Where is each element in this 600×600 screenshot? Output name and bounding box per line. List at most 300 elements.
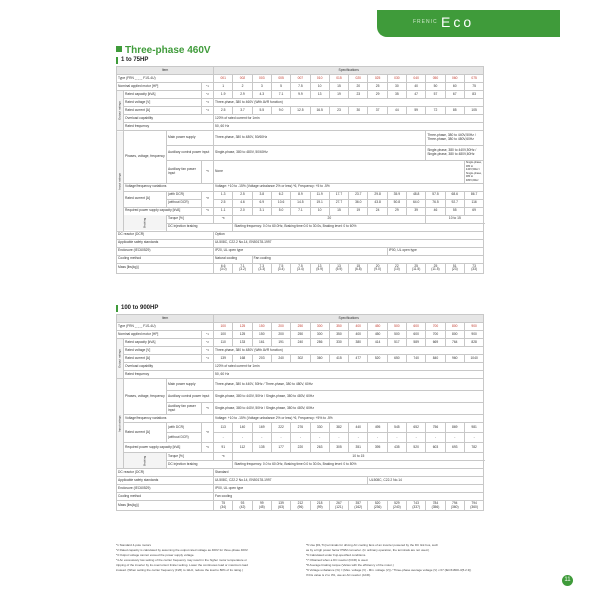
curr-cell: 477	[349, 355, 368, 363]
mass-kg: (42)	[239, 504, 246, 509]
mass-cell	[445, 263, 464, 273]
curr-cell: 37	[368, 107, 387, 115]
mass-cell	[291, 263, 310, 273]
mass-kg: (11.5)	[431, 267, 440, 272]
cap-cell: 1.9	[214, 91, 233, 99]
safety-row: Applicable safety standards UL508C, C22.2 No.14, EN50178-1997 UL508C, C22.2 No.14	[117, 477, 484, 485]
curr-cell: 3.7	[233, 107, 252, 115]
main-supply-row: Input ratings Phases, voltage, frequency Main power supply Three-phase, 380 to 480V, 50/60Hz Three-phase, 380 to 440V,50Hz / Three-phase, 380 to 480V,60Hz	[117, 131, 484, 146]
cap-cell: 191	[271, 339, 290, 347]
output-ratings-group: Output ratings	[117, 91, 124, 131]
curr-cell: 168	[233, 355, 252, 363]
footnote: tripping of the inverter by its overcurrent limiter setting. Lower the continuous load or maximum load	[116, 563, 248, 567]
cap-cell: 669	[426, 339, 445, 347]
curr-row: Rated current [A] *4 139 168 203 240 302 360 415 477 520 650 740 840 960 1040	[117, 355, 484, 363]
torque-row: Braking Torque [%] *8 20 10 to 15	[117, 215, 484, 223]
mass-cell	[310, 501, 329, 511]
rps-cell: 263	[310, 443, 329, 453]
curr-cell: 59	[407, 107, 426, 115]
motor-cell: 250	[291, 331, 310, 339]
mass-lbs: 520	[374, 501, 381, 506]
motor-row: Nominal applied motor [HP] *1 100 125 150 200 250 300 350 400 450 500 600 700 800 900	[117, 331, 484, 339]
braking-group: Braking	[124, 215, 167, 231]
aux-ctrl-row: Auxiliary control power input Single-phase, 380 to 440V, 50Hz / Single-phase, 380 to 480V, 60Hz	[117, 391, 484, 403]
type-label: Type (FRN _ _ _ F1S-4U)	[117, 323, 214, 331]
models-cell: 150	[252, 323, 271, 331]
rps-cell: 135	[252, 443, 271, 453]
motor-cell: 800	[445, 331, 464, 339]
rps-cell: 29	[387, 207, 406, 215]
rps-cell: 351	[349, 443, 368, 453]
freq-row: Rated frequency 50, 60 Hz	[117, 123, 484, 131]
nodcr-cell: 50.8	[387, 199, 406, 207]
mass-lbs: 51	[452, 263, 457, 268]
mass-kg: (236)	[373, 504, 382, 509]
footnote: *7 Obtained when a DC reactor (DCR) is used.	[306, 558, 369, 562]
rps-cell: 91	[214, 443, 233, 453]
rps-cell: 10	[310, 207, 329, 215]
dcr-cell: 382	[329, 423, 348, 433]
curr-cell: 30	[349, 107, 368, 115]
type-label: Type (FRN _ _ _ F1S-4U)	[117, 75, 214, 83]
rps-cell: 15	[329, 207, 348, 215]
nodcr-cell: 10.6	[271, 199, 290, 207]
mass-lbs: 75	[221, 501, 226, 506]
dcr-cell: 545	[387, 423, 406, 433]
cool-row: Cooling method Fan cooling	[117, 493, 484, 501]
mass-kg: (23)	[451, 267, 458, 272]
motor-cell: 100	[214, 331, 233, 339]
main-supply-row: Input ratings Phases, voltage, frequency Main power supply Three-phase, 380 to 440V, 50Hz / Three-phase, 380 to 480V, 60Hz	[117, 379, 484, 391]
curr-cell: 12.5	[291, 107, 310, 115]
mass-kg: (45)	[258, 504, 265, 509]
models-cell: 001	[214, 75, 233, 83]
mass-kg: (3.4)	[296, 267, 304, 272]
rps-cell: 24	[368, 207, 387, 215]
models-cell: 030	[387, 75, 406, 83]
models-cell: 600	[407, 323, 426, 331]
rps-cell: 3.1	[252, 207, 271, 215]
mass-lbs: 218	[316, 501, 323, 506]
cap-cell: 380	[349, 339, 368, 347]
mass-kg: (3.2)	[239, 267, 246, 272]
rps-cell: 69	[464, 207, 483, 215]
col-specs: Specifications	[214, 67, 484, 75]
motor-cell: 20	[349, 83, 368, 91]
footnote: *9 Voltage unbalance (%) = (Max. voltage (V) - Min. voltage (V)) / Three-phase average voltage (V) x 67 (IEC61800-3(5.2.3))	[306, 568, 472, 572]
mass-cell	[214, 263, 233, 273]
motor-cell: 300	[310, 331, 329, 339]
mass-lbs: 20	[375, 263, 380, 268]
mass-cell	[349, 263, 368, 273]
cap-cell: 330	[329, 339, 348, 347]
dcr-cell: 23.7	[349, 191, 368, 199]
dcr-cell: 981	[464, 423, 483, 433]
curr-cell: 415	[329, 355, 348, 363]
curr-cell: 520	[368, 355, 387, 363]
dcr-opt-row: DC reactor (DCR) Option	[117, 231, 484, 239]
mass-kg: (3.4)	[277, 267, 285, 272]
nodcr-cell: 36.0	[349, 199, 368, 207]
vf-var-row: Voltage/frequency variations Voltage: +10 to -15% (Voltage unbalance 2% or less) *6, Frequency: +5% to -5%	[117, 415, 484, 423]
mass-lbs: 267	[336, 501, 342, 506]
nodcr-cell: 92.7	[445, 199, 464, 207]
rps-row: Required power supply capacity [kVA] *9 91 112 135 177 220 263 305 351 395 435 520 603 693 782	[117, 443, 484, 453]
mass-cell	[368, 263, 387, 273]
rps-cell: 305	[329, 443, 348, 453]
mass-kg: (5.9)	[316, 267, 324, 272]
curr-cell: 72	[426, 107, 445, 115]
curr-cell: 23	[329, 107, 348, 115]
aux-fan-row: Auxiliary fan power input *5 Single-phase, 380 to 440V, 50Hz / Single-phase, 380 to 480V, 60Hz	[117, 403, 484, 415]
nodcr-cell: -	[464, 433, 483, 443]
mass-kg: (360)	[450, 504, 459, 509]
curr-cell: 44	[387, 107, 406, 115]
volt-row: Rated voltage [V] *3 Three-phase, 380 to 480V (With AVR function)	[117, 347, 484, 355]
rps-cell: 7.1	[291, 207, 310, 215]
rps-row: Required power supply capacity [kVA] *9 1.1 2.0 3.1 5.0 7.1 10 15 19 24 29 39 46 55 69	[117, 207, 484, 215]
models-cell: 003	[252, 75, 271, 83]
rps-cell: 46	[426, 207, 445, 215]
dcr-cell: 57.5	[426, 191, 445, 199]
dcr-cell: 222	[271, 423, 290, 433]
curr-cell: 139	[214, 355, 233, 363]
curr-cell: 5.5	[252, 107, 271, 115]
motor-cell: 75	[464, 83, 483, 91]
overload-row: Overload capability 120% of rated current for 1min	[117, 115, 484, 123]
mass-kg: (3.3)	[258, 267, 266, 272]
footnote: *4 An excessively low setting of the carrier frequency may result in the higher motor temperature or	[116, 558, 248, 562]
motor-cell: 200	[271, 331, 290, 339]
cap-cell: 35	[387, 91, 406, 99]
type-row	[117, 75, 484, 83]
mass-cell	[407, 263, 426, 273]
cap-cell: 9.9	[291, 91, 310, 99]
table1-subtitle: 1 to 75HP	[116, 57, 148, 64]
cap-cell: 67	[445, 91, 464, 99]
nodcr-row: (without DCR) 2.5 4.6 6.9 10.6 14.5 19.1 27.7 36.0 43.8 50.8 64.0 76.5 92.7 116	[117, 199, 484, 207]
motor-cell: 350	[329, 331, 348, 339]
rps-cell: 435	[387, 443, 406, 453]
col-item: Item	[117, 315, 214, 323]
mass-lbs: 7.1	[240, 263, 245, 268]
mass-lbs: 743	[413, 501, 419, 506]
mass-cell	[214, 501, 233, 511]
rps-cell: 55	[445, 207, 464, 215]
nodcr-cell: -	[310, 433, 329, 443]
cap-cell: 828	[464, 339, 483, 347]
curr-cell: 2.5	[214, 107, 233, 115]
nodcr-cell: -	[233, 433, 252, 443]
models-cell: 060	[445, 75, 464, 83]
footnote: as by a high power factor PWM converter. (In ordinary operation, the terminals are not used.)	[306, 548, 430, 552]
dcr-cell: 169	[252, 423, 271, 433]
mass-kg: (6.8)	[354, 267, 362, 272]
rps-cell: 39	[407, 207, 426, 215]
rps-cell: 782	[464, 443, 483, 453]
cap-cell: 517	[387, 339, 406, 347]
cap-cell: 240	[291, 339, 310, 347]
cap-cell: 110	[214, 339, 233, 347]
motor-cell: 7.5	[291, 83, 310, 91]
mass-lbs: 99	[259, 501, 264, 506]
nodcr-cell: -	[291, 433, 310, 443]
models-cell: 800	[445, 323, 464, 331]
dcr-opt-row: DC reactor (DCR) Standard	[117, 469, 484, 477]
rps-cell: 220	[291, 443, 310, 453]
cap-cell: 589	[407, 339, 426, 347]
footnote: *6 Calculated under Fuji-specified conditions.	[306, 553, 367, 557]
dcr-cell: 8.9	[291, 191, 310, 199]
dcr-cell: 2.5	[233, 191, 252, 199]
mass-kg: (337)	[412, 504, 421, 509]
motor-cell: 125	[233, 331, 252, 339]
nodcr-cell: 116	[464, 199, 483, 207]
dcr-row: Rated current [A] (with DCR) *8 113 140 169 222 276 330 382 440 495 545 652 756 869 981	[117, 423, 484, 433]
brand-logo: Eco	[441, 14, 475, 30]
models-cell: 002	[233, 75, 252, 83]
models-cell: 015	[329, 75, 348, 83]
header-band	[377, 10, 560, 37]
dcr-cell: 276	[291, 423, 310, 433]
mass-cell	[271, 263, 290, 273]
safety-row: Applicable safety standards UL508C, C22.2 No.14, EN50178-1997	[117, 239, 484, 247]
input-ratings-group: Input ratings	[117, 379, 124, 469]
mass-kg: (360)	[470, 504, 478, 509]
nodcr-cell: 6.9	[252, 199, 271, 207]
volt-row: Rated voltage [V] *3 Three-phase, 380 to 460V (With AVR function)	[117, 99, 484, 107]
models-cell: 050	[426, 75, 445, 83]
dcr-cell: 3.8	[252, 191, 271, 199]
mass-cell	[368, 501, 387, 511]
dcinj-row: DC injection braking Starting frequency: 0.0 to 60.0Hz, Braking time:0.0 to 30.0s, Braking level: 0 to 80%	[117, 461, 484, 469]
freq-row: Rated frequency 50, 60 Hz	[117, 371, 484, 379]
cool-row: Cooling method Natural cooling Fan cooling	[117, 255, 484, 263]
models-cell: 250	[291, 323, 310, 331]
nodcr-cell: -	[214, 433, 233, 443]
mass-lbs: 6.6	[220, 263, 226, 268]
mass-cell	[329, 501, 348, 511]
footnotes-left	[116, 543, 296, 573]
mass-row: Mass [lbs(kg)] 75 (34) 93 (42) 99 (45) 139 (63) 212 (96) 218 (99) 267 (121) 357 (162) 520 (236) 529 (240) 743 (337) 784 (356) 794 (360) 794 (360)	[117, 501, 484, 511]
rps-cell: 395	[368, 443, 387, 453]
rps-cell: 112	[233, 443, 252, 453]
rps-cell: 1.1	[214, 207, 233, 215]
motor-cell: 600	[407, 331, 426, 339]
cap-cell: 764	[445, 339, 464, 347]
nodcr-cell: -	[271, 433, 290, 443]
mass-kg: (9.0)	[374, 267, 381, 272]
models-cell: 300	[310, 323, 329, 331]
mass-lbs: 784	[432, 501, 439, 506]
mass-lbs: 93	[240, 501, 245, 506]
nodcr-cell: 76.5	[426, 199, 445, 207]
mass-lbs: 73	[472, 263, 476, 268]
models-cell: 350	[329, 323, 348, 331]
nodcr-cell: 27.7	[329, 199, 348, 207]
models-cell: 900	[464, 323, 483, 331]
footnote: If this value is 2 to 3%, use an AC reactor (ACR).	[306, 573, 371, 577]
motor-cell: 40	[407, 83, 426, 91]
motor-cell: 400	[349, 331, 368, 339]
mass-lbs: 25	[414, 263, 418, 268]
mass-cell	[445, 501, 464, 511]
mass-lbs: 15	[356, 263, 361, 268]
cap-cell: 13	[310, 91, 329, 99]
mass-kg: (34)	[220, 504, 227, 509]
mass-cell	[233, 501, 252, 511]
motor-cell: 1	[214, 83, 233, 91]
col-item: Item	[117, 67, 214, 75]
models-cell: 075	[464, 75, 483, 83]
footnote: *1 Standard 4-pole motors	[116, 543, 152, 547]
nodcr-cell: -	[426, 433, 445, 443]
curr-cell: 16.5	[310, 107, 329, 115]
motor-cell: 60	[445, 83, 464, 91]
mass-cell	[233, 263, 252, 273]
models-cell: 010	[310, 75, 329, 83]
nodcr-cell: -	[252, 433, 271, 443]
mass-cell	[464, 501, 483, 511]
nodcr-cell: 2.5	[214, 199, 233, 207]
motor-cell: 450	[368, 331, 387, 339]
models-cell: 500	[387, 323, 406, 331]
dcr-cell: 440	[349, 423, 368, 433]
nodcr-row: (without DCR) - - - - - - - - - - - - - -	[117, 433, 484, 443]
rps-cell: 693	[445, 443, 464, 453]
mass-lbs: 794	[452, 501, 458, 506]
curr-cell: 360	[310, 355, 329, 363]
mass-cell	[387, 501, 406, 511]
motor-cell: 15	[329, 83, 348, 91]
mass-cell	[387, 263, 406, 273]
models-cell: 007	[291, 75, 310, 83]
dcr-cell: 68.6	[445, 191, 464, 199]
dcr-cell: 113	[214, 423, 233, 433]
rps-cell: 177	[271, 443, 290, 453]
mass-lbs: 794	[471, 501, 477, 506]
encl-row: Enclosure (IEC60529) IP20, UL open type IP00, UL open type	[117, 247, 484, 255]
nodcr-cell: -	[349, 433, 368, 443]
curr-cell: 240	[271, 355, 290, 363]
motor-cell: 3	[252, 83, 271, 91]
footnote: *8 Average braking torque (Varies with the efficiency of the motor.)	[306, 563, 394, 567]
cap-row: Output ratings Rated capacity [kVA] *2 110 133 161 191 240 286 330 380 414 517 589 669 764 828	[117, 339, 484, 347]
motor-cell: 2	[233, 83, 252, 91]
mass-cell	[291, 501, 310, 511]
models-cell: 020	[349, 75, 368, 83]
mass-kg: (33)	[471, 267, 478, 272]
type-row	[117, 323, 484, 331]
nodcr-cell: 14.5	[291, 199, 310, 207]
motor-cell: 50	[426, 83, 445, 91]
cap-cell: 7.1	[271, 91, 290, 99]
mass-lbs: 357	[355, 501, 362, 506]
models-cell: 040	[407, 75, 426, 83]
footnote: *5 Use [R1,T1] terminals for driving AC cooling fans of an inverter powered by the DC link bus, such	[306, 543, 439, 547]
mass-kg: (63)	[278, 504, 285, 509]
models-cell: 700	[426, 323, 445, 331]
models-cell: 025	[368, 75, 387, 83]
mass-lbs: 7.3	[259, 263, 265, 268]
spec-table-100-to-900hp	[116, 314, 484, 511]
motor-cell: 25	[368, 83, 387, 91]
motor-cell: 30	[387, 83, 406, 91]
output-ratings-group: Output ratings	[117, 339, 124, 379]
cap-cell: 83	[464, 91, 483, 99]
mass-lbs: 212	[297, 501, 304, 506]
page-number: 11	[562, 575, 573, 586]
mass-cell	[252, 263, 271, 273]
mass-kg: (240)	[393, 504, 401, 509]
dcr-cell: 330	[310, 423, 329, 433]
section-title: Three-phase 460V	[116, 45, 211, 56]
curr-cell: 302	[291, 355, 310, 363]
nodcr-cell: 43.8	[368, 199, 387, 207]
footnotes-right	[306, 543, 483, 578]
models-cell: 100	[214, 323, 233, 331]
torque-row: Braking Torque [%] *8 10 to 15	[117, 453, 484, 461]
cap-cell: 414	[368, 339, 387, 347]
mass-cell	[464, 263, 483, 273]
cap-cell: 23	[349, 91, 368, 99]
cap-row: Output ratings Rated capacity [kVA] *2 1.9 2.9 4.3 7.1 9.9 13 19 23 29 35 47 57 67 83	[117, 91, 484, 99]
motor-cell: 150	[252, 331, 271, 339]
square-bullet-icon	[116, 46, 122, 52]
cap-cell: 286	[310, 339, 329, 347]
dcr-cell: 869	[445, 423, 464, 433]
mass-kg: (99)	[316, 504, 323, 509]
rps-cell: 520	[407, 443, 426, 453]
mass-kg: (162)	[354, 504, 363, 509]
brand-small: FRENIC	[413, 19, 438, 25]
mass-kg: (356)	[431, 504, 440, 509]
dcr-cell: 495	[368, 423, 387, 433]
encl-row: Enclosure (IEC60529) IP00, UL open type	[117, 485, 484, 493]
mass-cell	[252, 501, 271, 511]
input-ratings-group: Input ratings	[117, 131, 124, 232]
models-cell: 400	[349, 323, 368, 331]
mass-cell	[349, 501, 368, 511]
dcr-cell: 140	[233, 423, 252, 433]
col-specs: Specifications	[214, 315, 484, 323]
motor-row: Nominal applied motor [HP] *1 1 2 3 5 7.5 10 15 20 25 30 40 50 60 75	[117, 83, 484, 91]
braking-group: Braking	[124, 453, 167, 469]
curr-cell: 960	[445, 355, 464, 363]
vf-var-row: Voltage/frequency variations Voltage: +10 to -15% (Voltage unbalance 2% or less) *6, Frequency: +5 to -5%	[117, 183, 484, 191]
mass-kg: (121)	[335, 504, 343, 509]
footnote: instead. (When setting the carrier frequency (F26) to 1kHz, reduce the load to 80% of its rating.)	[116, 568, 244, 572]
models-cell: 005	[271, 75, 290, 83]
aux-ctrl-row: Auxiliary control power input Single-phase, 380 to 480V, 50/60Hz Single-phase, 380 to 440V,50Hz / Single-phase, 380 to 480V,60Hz	[117, 146, 484, 161]
mass-row: Mass [lbs(kg)] 6.6 (3.0) 7.1 (3.2) 7.3 (3.3) 7.5 (3.4) 7.5 (3.4) 13 (5.9) 13 (5.9) 15 (6.8) 20 (9.0) 22 (10) 25 (11.5) 25 (11.5) 51 (23) 73 (33)	[117, 263, 484, 273]
cap-cell: 133	[233, 339, 252, 347]
dcinj-row: DC injection braking Starting frequency: 0.0 to 60.0Hz, Braking time:0.0 to 30.0s, Braking level: 0 to 60%	[117, 223, 484, 231]
models-cell: 200	[271, 323, 290, 331]
cap-cell: 161	[252, 339, 271, 347]
motor-cell: 500	[387, 331, 406, 339]
mass-cell	[426, 501, 445, 511]
nodcr-cell: -	[329, 433, 348, 443]
cap-cell: 29	[368, 91, 387, 99]
mass-lbs: 22	[395, 263, 399, 268]
curr-cell: 105	[464, 107, 483, 115]
curr-cell: 9.0	[271, 107, 290, 115]
mass-lbs: 529	[394, 501, 400, 506]
motor-cell: 700	[426, 331, 445, 339]
cap-cell: 47	[407, 91, 426, 99]
rps-cell: 603	[426, 443, 445, 453]
